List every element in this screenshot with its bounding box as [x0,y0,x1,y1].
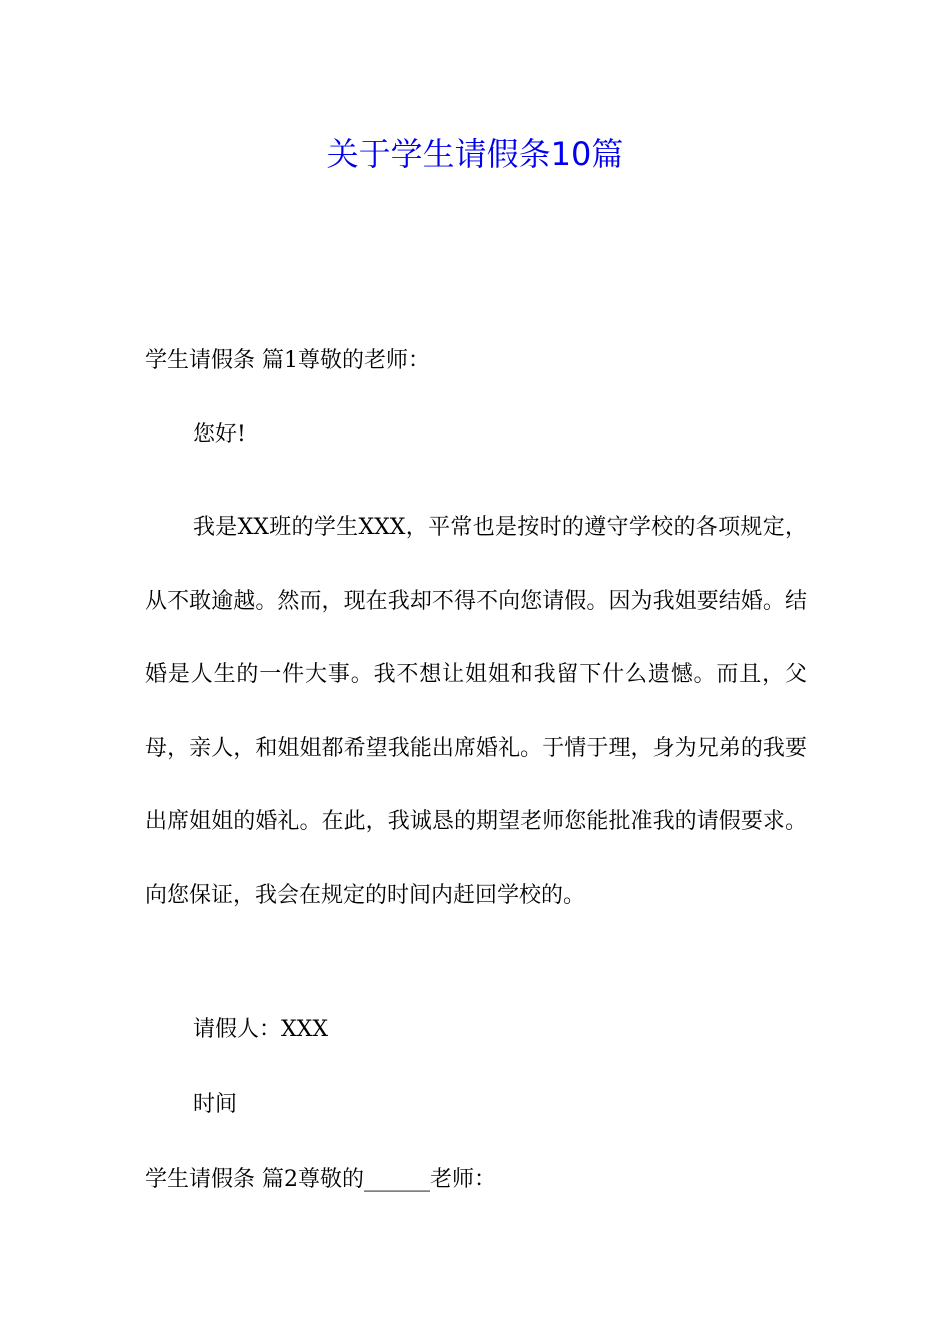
section-1-greeting: 您好! [193,422,246,447]
section-2-heading: 学生请假条 篇2尊敬的______老师： [145,1167,496,1192]
section-1-applicant: 请假人：XXX [193,1017,328,1042]
section-1-time: 时间 [193,1092,238,1117]
section-1-body: 我是XX班的学生XXX，平常也是按时的遵守学校的各项规定，从不敢逾越。然而，现在我却不得不向您请假。因为我姐要结婚。结婚是人生的一件大事。我不想让姐姐和我留下什么遗憾。而且，父母，亲人，和姐姐都希望我能出席婚礼。于情于理，身为兄弟的我要出席姐姐的婚礼。在此，我诚恳的期望老师您能批准我的请假要求。向您保证，我会在规定的时间内赶回学校的。 [145,515,807,908]
document-title: 关于学生请假条10篇 [326,135,624,173]
section-1-heading: 学生请假条 篇1尊敬的老师： [145,348,430,373]
